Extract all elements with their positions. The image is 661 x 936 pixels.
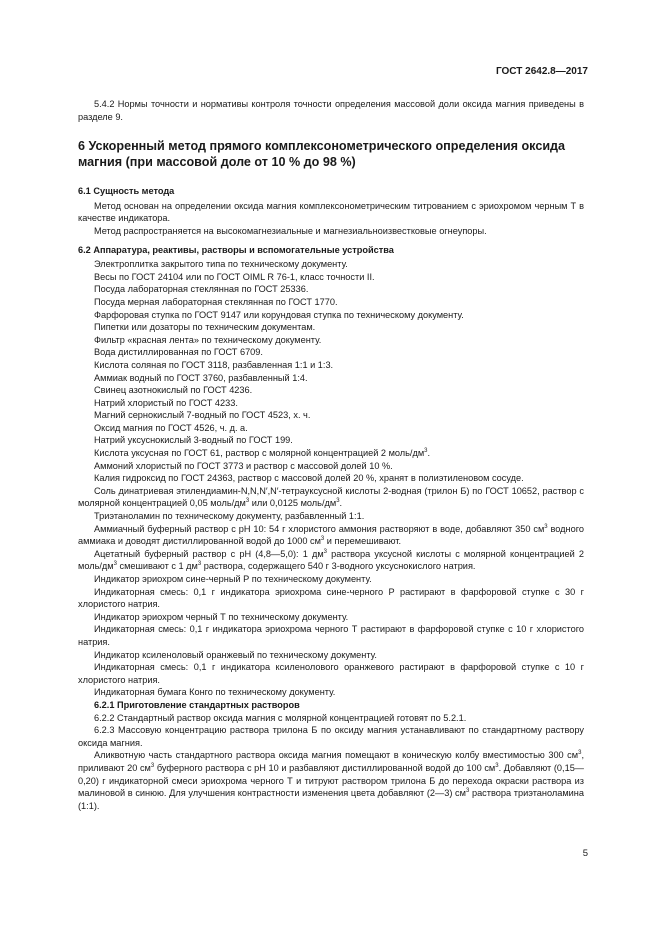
list-item: Свинец азотнокислый по ГОСТ 4236.	[94, 385, 253, 396]
list-item: Весы по ГОСТ 24104 или по ГОСТ OIML R 76-1, класс точности II.	[94, 271, 375, 282]
section-6-2-heading: 6.2 Аппаратура, реактивы, растворы и вспомогательные устройства	[78, 244, 394, 255]
section-6-1-heading: 6.1 Сущность метода	[78, 186, 175, 197]
list-item: Пипетки или дозаторы по техническим документам.	[94, 322, 316, 333]
paragraph-aliquot-titration: Аликвотную часть стандартного раствора оксида магния помещают в коническую колбу вместимостью 300 $см^3$, приливают 20 $см^3$ буферного раствора с pH 10 и разбавляют дистиллированной водой до 100 $см^3$. Добавляют (0,15—0,20) г индикаторной смеси эриохрома черного Т и титруют раствором трилона Б до перехода окраски раствора из малиновой в синюю. Для улучшения контрастности изменения цвета добавляют (2—3) $см^3$ раствора триэтаноламина (1:1).	[78, 750, 584, 811]
page-content	[78, 98, 584, 812]
section-6-heading: 6 Ускоренный метод прямого комплексонометрического определения оксида магния (при массовой доле от 10 % до 98 %)	[78, 139, 566, 170]
section-6-2-1-heading: 6.2.1 Приготовление стандартных растворов	[94, 699, 300, 710]
paragraph-6-2-2: 6.2.2 Стандартный раствор оксида магния с молярной концентрацией готовят по 5.2.1.	[94, 712, 467, 723]
list-item: Фильтр «красная лента» по техническому документу.	[94, 334, 322, 345]
list-item: Фарфоровая ступка по ГОСТ 9147 или корундовая ступка по техническому документу.	[94, 309, 464, 320]
list-item-mixture-xylenol: Индикаторная смесь: 0,1 г индикатора ксиленолового оранжевого растирают в фарфоровой ступке с 10 г хлористого натрия.	[78, 662, 584, 685]
paragraph-method-basis: Метод основан на определении оксида магния комплексонометрическим титрованием с эриохромом черным Т в качестве индикатора.	[78, 200, 584, 224]
list-item-triethanolamine: Триэтаноламин по техническому документу, разбавленный 1:1.	[94, 511, 365, 522]
list-item-indicator-r: Индикатор эриохром сине-черный Р по техническому документу.	[94, 574, 372, 584]
paragraph-5-4-2: 5.4.2 Нормы точности и нормативы контроля точности определения массовой доли оксида магния приведены в разделе 9.	[78, 99, 584, 122]
document-id-header: ГОСТ 2642.8—2017	[495, 66, 588, 77]
list-item: Натрий хлористый по ГОСТ 4233.	[94, 397, 238, 408]
list-item: Вода дистиллированная по ГОСТ 6709.	[94, 347, 263, 358]
list-item-congo-paper: Индикаторная бумага Конго по техническому документу.	[94, 687, 336, 698]
list-item-ammonia-buffer: Аммиачный буферный раствор с pH 10: 54 г хлористого аммония растворяют в воде, добавляют 350 $см^3$ водного аммиака и доводят дистиллированной водой до 1000 $см^3$ и перемешивают.	[78, 523, 584, 547]
paragraph-method-scope: Метод распространяется на высокомагнезиальные и магнезиальноизвестковые огнеупоры.	[94, 225, 487, 236]
list-item: Оксид магния по ГОСТ 4526, ч. д. а.	[94, 422, 248, 433]
list-item-mixture-t: Индикаторная смесь: 0,1 г индикатора эриохрома черного Т растирают в фарфоровой ступке с 10 г хлористого натрия.	[78, 624, 584, 647]
paragraph-6-2-3: 6.2.3 Массовую концентрацию раствора трилона Б по оксиду магния устанавливают по стандартному раствору оксида магния.	[78, 725, 584, 748]
list-item: Посуда мерная лабораторная стеклянная по ГОСТ 1770.	[94, 296, 338, 307]
list-item-acetic-acid: Кислота уксусная по ГОСТ 61, раствор с молярной концентрацией 2 моль/$дм^3$.	[94, 448, 431, 459]
list-item-mixture-r: Индикаторная смесь: 0,1 г индикатора эриохрома сине-черного Р растирают в фарфоровой ступке с 30 г хлористого натрия.	[78, 586, 584, 610]
list-item-indicator-xylenol: Индикатор ксиленоловый оранжевый по техническому документу.	[94, 649, 377, 660]
page-number: 5	[582, 848, 588, 859]
list-item: Посуда лабораторная стеклянная по ГОСТ 25336.	[94, 284, 309, 295]
list-item: Кислота соляная по ГОСТ 3118, разбавленная 1:1 и 1:3.	[94, 359, 334, 370]
list-item: Аммиак водный по ГОСТ 3760, разбавленный 1:4.	[94, 372, 308, 383]
equipment-list	[78, 258, 584, 699]
list-item: Натрий уксуснокислый 3-водный по ГОСТ 199.	[94, 435, 293, 446]
list-item-ammonium-chloride: Аммоний хлористый по ГОСТ 3773 и раствор с массовой долей 10 %.	[94, 460, 393, 471]
list-item: Электроплитка закрытого типа по техническому документу.	[94, 259, 348, 270]
list-item-indicator-t: Индикатор эриохром черный Т по техническому документу.	[94, 611, 349, 622]
list-item-acetate-buffer: Ацетатный буферный раствор с рН (4,8—5,0): 1 $дм^3$ раствора уксусной кислоты с молярной концентрацией 2 моль/$дм^3$ смешивают с 1 $дм^3$ раствора, содержащего 540 г 3-водного уксуснокислого натрия.	[78, 548, 584, 572]
list-item: Магний сернокислый 7-водный по ГОСТ 4523, х. ч.	[94, 410, 311, 421]
list-item-trilon-b: Соль динатриевая этилендиамин-N,N,N′,N′-тетрауксусной кислоты 2-водная (трилон Б) по ГОСТ 10652, раствор с молярной концентрацией 0,05 моль/$дм^3$ или 0,0125 моль/$дм^3$.	[78, 485, 584, 509]
list-item-potassium-hydroxide: Калия гидроксид по ГОСТ 24363, раствор с массовой долей 20 %, хранят в полиэтиленовом сосуде.	[94, 473, 524, 484]
